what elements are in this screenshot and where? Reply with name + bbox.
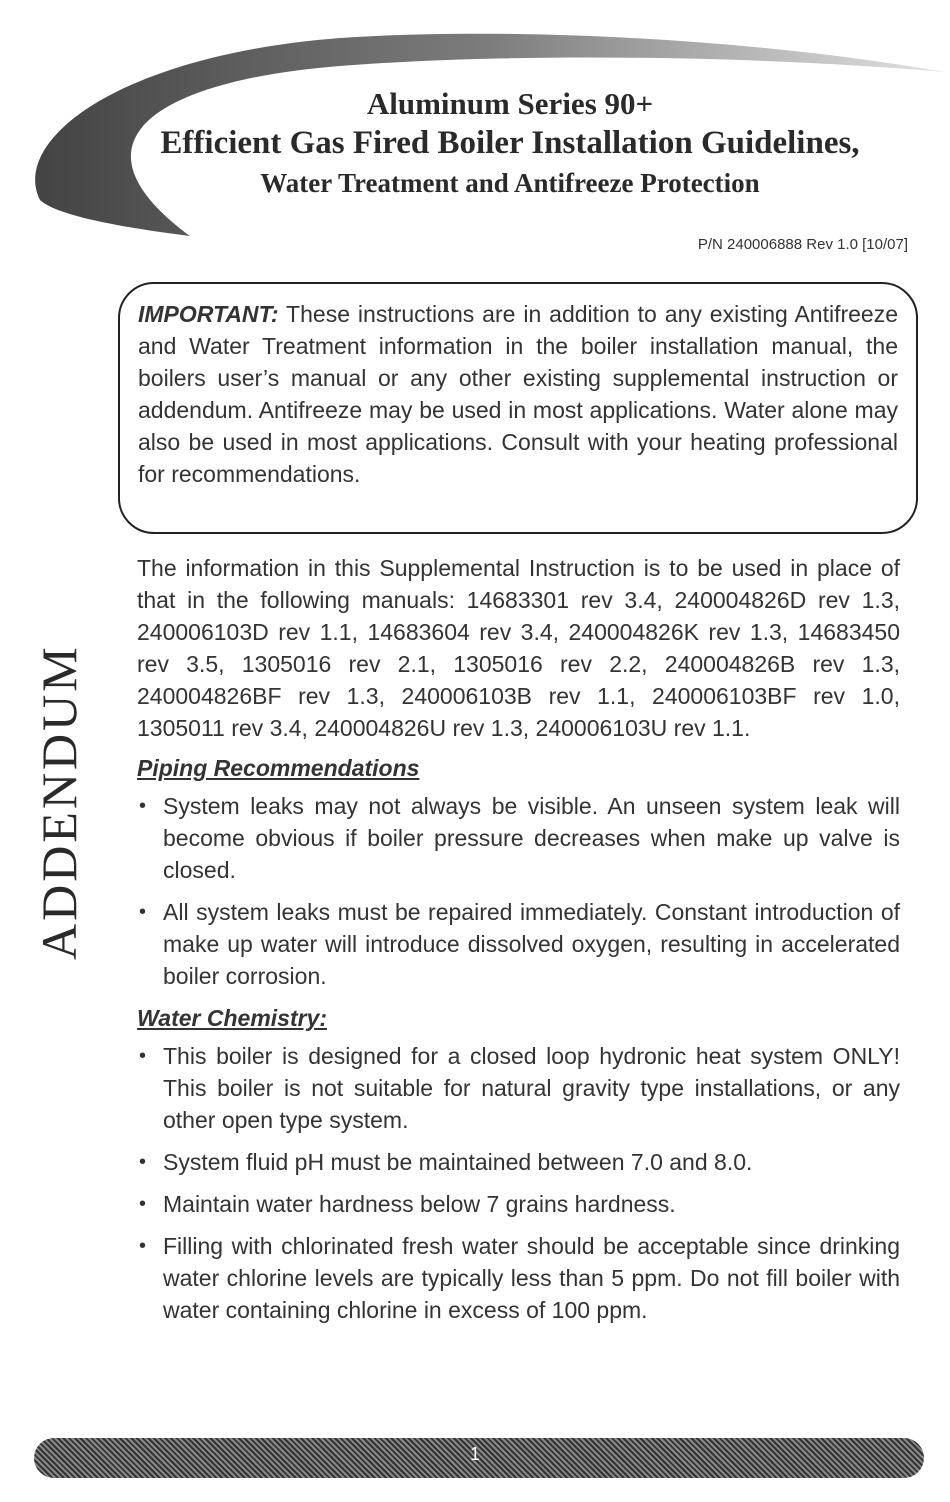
list-item: • System leaks may not always be visible. An unseen system leak will become obvious if boiler pressure decreases when make up valve is closed. (137, 790, 900, 886)
main-content (137, 552, 900, 1336)
intro-paragraph: The information in this Supplemental Instruction is to be used in place of that in the following manuals: 14683301 rev 3.4, 240004826D rev 1.3, 240006103D rev 1.1, 14683604 rev 3.4, 240004826K rev 1.3, 14683450 rev 3.5, 1305016 rev 2.1, 1305016 rev 2.2, 240004826B rev 1.3, 240004826BF rev 1.3, 240006103B rev 1.1, 240006103BF rev 1.0, 1305011 rev 3.4, 240004826U rev 1.3, 240006103U rev 1.1. (137, 555, 900, 741)
list-item: • Filling with chlorinated fresh water should be acceptable since drinking water chlorine levels are typically less than 5 ppm. Do not fill boiler with water containing chlorine in excess of 100 ppm. (137, 1230, 900, 1326)
important-body: These instructions are in addition to any existing Antifreeze and Water Treatment information in the boiler installation manual, the boilers user’s manual or any other existing supplemental instruction or addendum. Antifreeze may be used in most applications. Water alone may also be used in most applications. Consult with your heating professional for recommendations. (138, 301, 898, 487)
water-chemistry-list (137, 1040, 900, 1326)
part-number: P/N 240006888 Rev 1.0 [10/07] (697, 236, 908, 253)
page-number: 1 (469, 1444, 480, 1464)
piping-list (137, 790, 900, 992)
list-item: • This boiler is designed for a closed loop hydronic heat system ONLY! This boiler is not suitable for natural gravity type installations, or any other open type system. (137, 1040, 900, 1136)
title-line-1: Aluminum Series 90+ (366, 86, 654, 121)
addendum-side-label: ADDENDUM (31, 644, 87, 960)
title-line-3: Water Treatment and Antifreeze Protection (260, 168, 760, 198)
piping-heading: Piping Recommendations (137, 755, 420, 781)
document-title (110, 86, 910, 202)
important-notice-text (138, 298, 898, 490)
list-item: • Maintain water hardness below 7 grains hardness. (137, 1188, 900, 1220)
important-notice-box (118, 282, 918, 534)
title-line-2: Efficient Gas Fired Boiler Installation Guidelines, (160, 125, 860, 161)
important-label: IMPORTANT: (138, 301, 279, 327)
list-item: • System fluid pH must be maintained between 7.0 and 8.0. (137, 1146, 900, 1178)
water-chemistry-heading: Water Chemistry: (137, 1005, 328, 1031)
list-item: • All system leaks must be repaired immediately. Constant introduction of make up water will introduce dissolved oxygen, resulting in accelerated boiler corrosion. (137, 896, 900, 992)
